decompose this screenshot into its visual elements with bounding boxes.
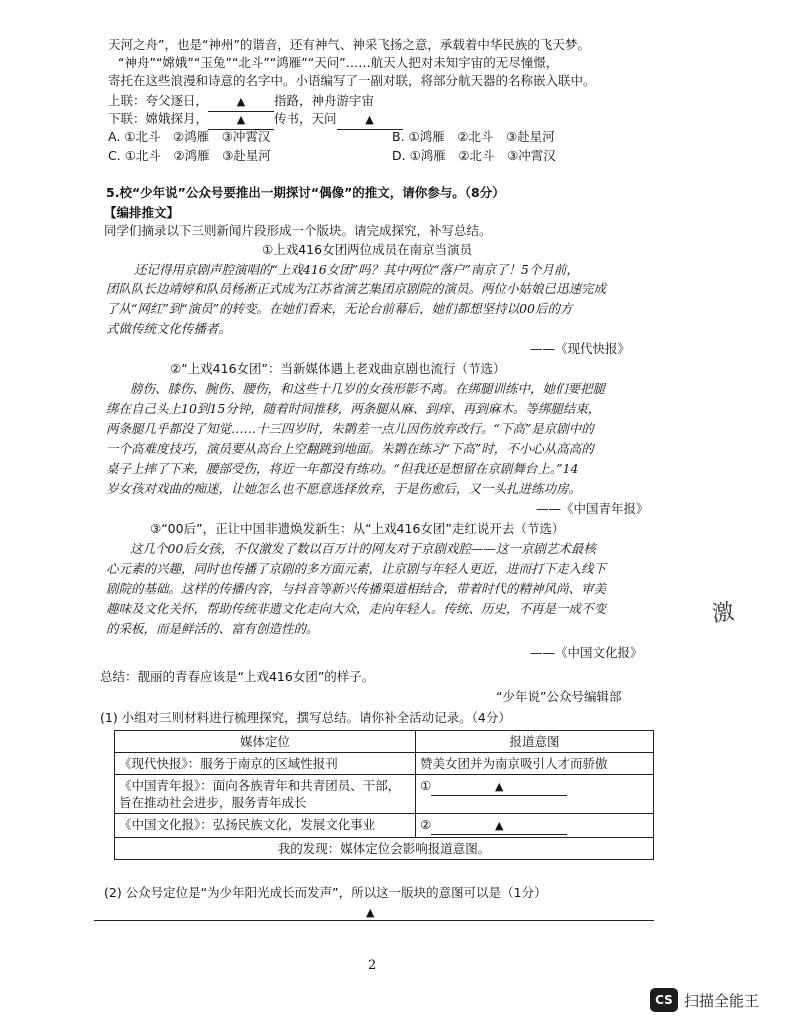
blank-marker: ▲ [365,113,374,126]
blank-marker: ▲ [494,819,504,832]
answer-cell-1[interactable] [416,775,654,814]
blank-marker: ▲ [366,906,375,919]
table-row [115,753,654,775]
page-number: 2 [368,958,377,973]
table-header-row [115,731,654,753]
couplet-lower [108,110,403,130]
table-cell-positioning: 《中国青年报》：面向各族青年和共青团员、干部，旨在推动社会进步，服务青年成长 [115,775,416,814]
subquestion-2: (2) 公众号定位是“为少年阳光成长而发声”，所以这一版块的意图可以是（1分） [104,885,547,900]
news-1-source: ——《现代快报》 [530,341,631,356]
news-2-line-6: 岁女孩对戏曲的痴迷，让她怎么也不愿意选择放弃，于是伤愈后，又一头扎进练功房。 [106,481,582,496]
news-2-title: ②“上戏416女团”：当新媒体遇上老戏曲京剧也流行（节选） [170,361,506,376]
news-2-line-1: 膀伤、膝伤、腕伤、腰伤，和这些十几岁的女孩形影不离。在绑腿训练中，她们要把腿 [130,381,606,396]
answer-blank-4[interactable] [431,777,567,796]
answer-cell-2[interactable] [416,814,654,838]
table-finding-row [115,838,654,860]
answer-line[interactable] [94,920,654,921]
camscanner-logo-icon: CS [650,988,678,1012]
news-2-line-4: 一个高难度技巧，演员要从高台上空翻跳到地面。朱鹮在练习“下高”时，不小心从高高的 [106,441,594,456]
couplet-upper-prefix: 上联：夸父逐日， [108,93,209,108]
option-c[interactable]: C. ①北斗 ②鸿雁 ③赴星河 [108,148,271,163]
q5-section-heading: 【编排推文】 [104,205,180,220]
table-cell-positioning: 《中国文化报》：弘扬民族文化，发展文化事业 [115,814,416,838]
news-3-line-1: 这几个00后女孩，不仅激发了数以百万计的网友对于京剧戏腔——这一京剧艺术最核 [130,541,596,556]
q4-line-2: “神舟”“嫦娥”“玉兔”“北斗”“鸿雁”“天问”……航天人把对未知宇宙的无尽憧憬， [118,55,559,70]
q4-line-3: 寄托在这些浪漫和诗意的名字中。小语编写了一副对联，将部分航天器的名称嵌入联中。 [108,73,596,88]
news-3-line-2: 心元素的兴趣，同时也传播了京剧的多方面元素，让京剧与年轻人更近，进而打下走入线下 [106,561,607,576]
news-3-source: ——《中国文化报》 [530,645,643,660]
table-header-positioning: 媒体定位 [115,731,416,753]
news-2-line-3: 两条腿几乎都没了知觉……十三四岁时，朱鹮差一点儿因伤放弃改行。“下高”是京剧中的 [106,421,594,436]
news-3-line-3: 剧院的基础。这样的传播内容，与抖音等新兴传播渠道相结合，带着时代的精神风尚、审美 [106,581,607,596]
blank-marker: ▲ [236,113,246,126]
news-2-line-5: 桌子上摔了下来，腰部受伤，将近一年都没有练功。“但我还是想留在京剧舞台上。”14 [106,461,579,476]
table-cell-intent: 赞美女团并为南京吸引人才而骄傲 [416,753,654,775]
blank-marker: ▲ [494,780,504,793]
q5-intro: 同学们摘录以下三则新闻片段形成一个版块。请完成探究，补写总结。 [104,223,492,238]
couplet-lower-prefix: 下联：嫦娥探月， [108,111,209,126]
scanner-watermark [650,988,759,1012]
news-3-line-5: 的采板，而是鲜活的、富有创造性的。 [106,621,319,636]
couplet-upper-suffix: 指路，神舟游宇宙 [274,93,375,108]
table-row [115,814,654,838]
answer-blank-5[interactable] [431,816,567,835]
table-cell-positioning: 《现代快报》：服务于南京的区域性报刊 [115,753,416,775]
summary-line: 总结：靓丽的青春应该是“上戏416女团”的样子。 [100,669,375,684]
couplet-upper [108,92,374,112]
editorial-dept: “少年说”公众号编辑部 [496,689,622,704]
answer-blank-1[interactable] [208,92,274,112]
news-2-line-2: 绑在自己头上10到15分钟，随着时间推移，两条腿从麻、到痒、再到麻木。等绑腿结束， [106,401,601,416]
option-d[interactable]: D. ①鸿雁 ②北斗 ③冲霄汉 [392,148,556,163]
table-row [115,775,654,814]
news-1-line-1: 还记得用京剧声腔演唱的“上戏416女团”吗？其中两位“落户”南京了！5个月前， [134,262,579,277]
scanner-name: 扫描全能王 [684,991,760,1010]
answer-number: ① [420,778,432,793]
table-header-intent: 报道意图 [416,731,654,753]
news-1-line-2: 团队队长边靖婷和队员杨淅正式成为江苏省演艺集团京剧院的演员。两位小姑娘已迅速完成 [106,281,607,296]
q4-line-1: 天河之舟”，也是“神州”的谐音，还有神气、神采飞扬之意，承载着中华民族的飞天梦。 [108,37,590,52]
q5-title: 5.校“少年说”公众号要推出一期探讨“偶像”的推文，请你参与。（8分） [106,185,505,200]
news-2-source: ——《中国青年报》 [536,501,649,516]
side-handwriting-mark: 激 [710,599,736,628]
news-1-line-3: 了从“网红”到“演员”的转变。在她们看来，无论台前幕后，她们都想坚持以00后的方 [106,301,573,316]
couplet-lower-middle: 传书，天问 [274,111,337,126]
table-finding: 我的发现：媒体定位会影响报道意图。 [115,838,654,860]
subquestion-1: (1) 小组对三则材料进行梳理探究，撰写总结。请你补全活动记录。（4分） [100,710,511,725]
news-3-line-4: 趣味及文化关怀，帮助传统非遗文化走向大众，走向年轻人。传统、历史，不再是一成不变 [106,601,607,616]
answer-blank-3[interactable] [337,110,403,130]
activity-record-table [114,730,654,860]
option-b[interactable]: B. ①鸿雁 ②北斗 ③赴星河 [392,129,555,144]
option-a[interactable]: A. ①北斗 ②鸿雁 ③冲霄汉 [108,129,271,144]
blank-marker: ▲ [236,95,246,108]
answer-number: ② [420,817,432,832]
news-1-title: ①上戏416女团两位成员在南京当演员 [262,242,473,257]
news-3-title: ③“00后”，正让中国非遗焕发新生：从“上戏416女团”走红说开去（节选） [150,521,565,536]
answer-blank-2[interactable] [208,110,274,130]
news-1-line-4: 式做传统文化传播者。 [106,321,232,336]
